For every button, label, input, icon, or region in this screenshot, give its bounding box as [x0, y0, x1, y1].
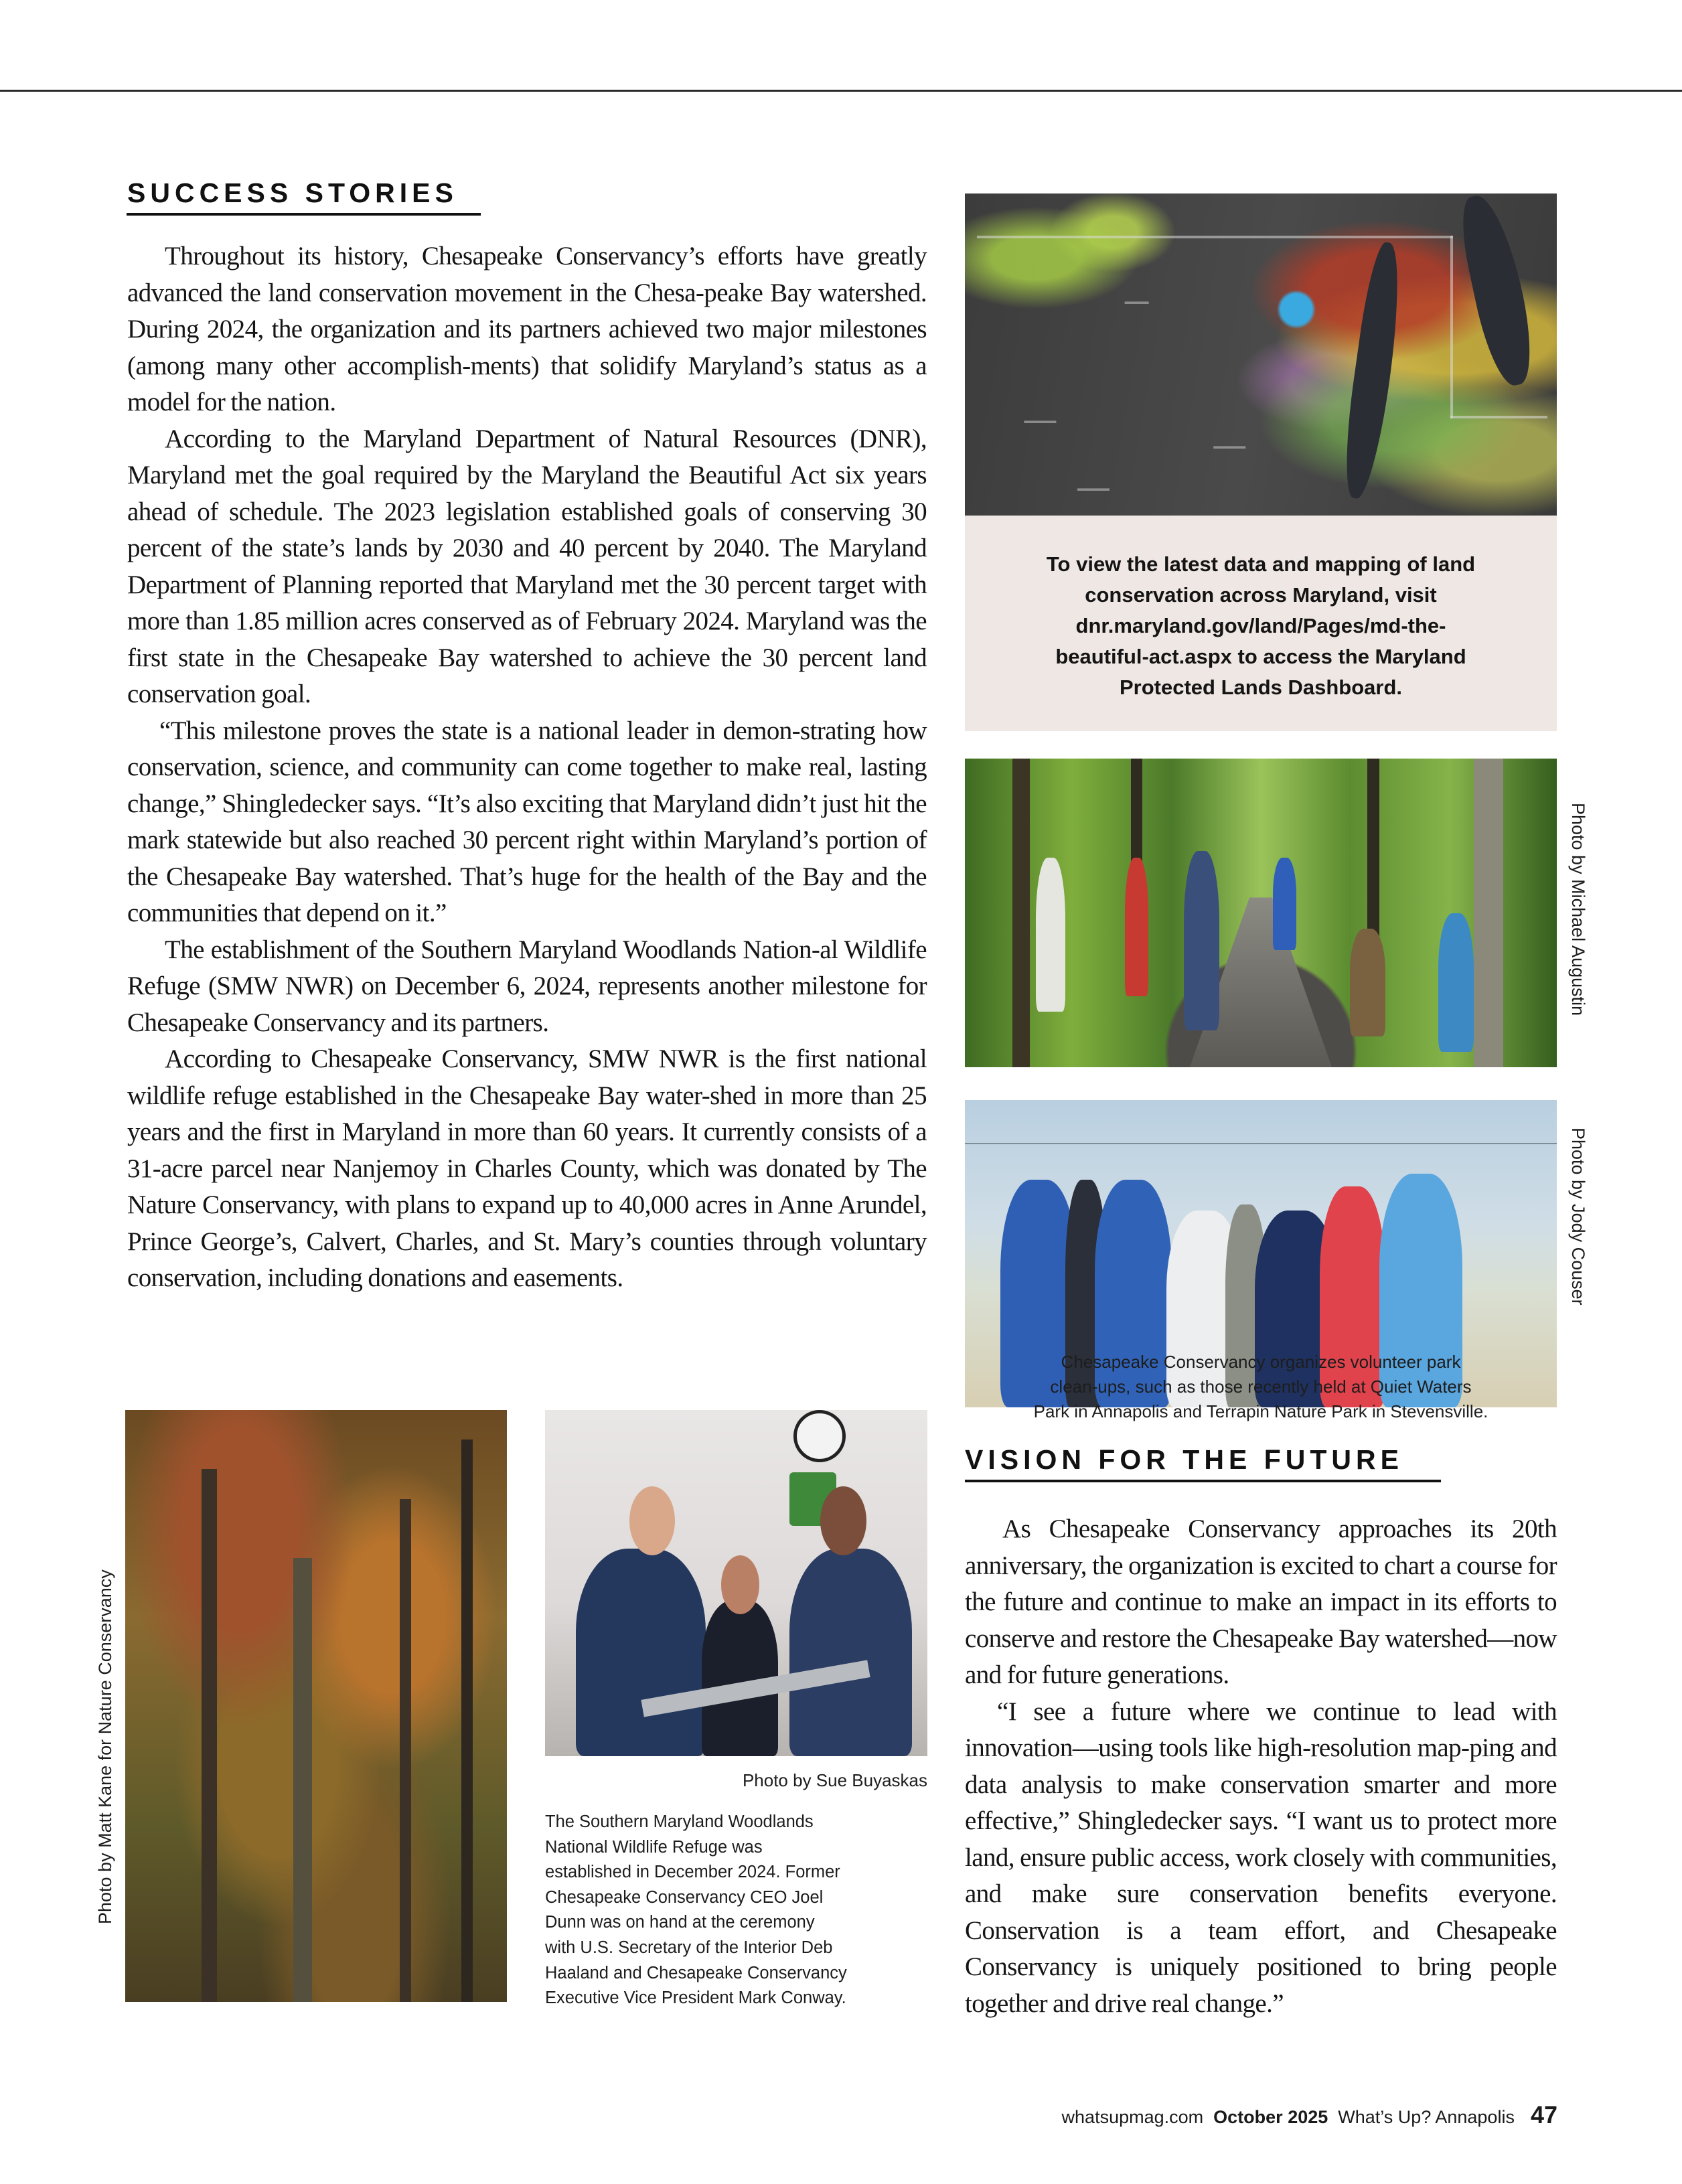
maryland-protected-lands-map [965, 193, 1557, 516]
person-head [721, 1555, 759, 1614]
page-number: 47 [1530, 2101, 1557, 2128]
person-suit [789, 1549, 912, 1756]
caption-line: Haaland and Chesapeake Conservancy [545, 1963, 847, 1982]
vision-heading-rule [965, 1480, 1441, 1482]
tree-trunk [293, 1558, 313, 2002]
horizon-line [965, 1143, 1557, 1144]
tree-trunk [1012, 759, 1030, 1067]
caption-line: The Southern Maryland Woodlands [545, 1812, 814, 1831]
volunteer-photos-caption [965, 1350, 1557, 1424]
paragraph: As Chesapeake Conservancy approaches its 20th anniversary, the organization is excited to chart a course for the future and continue to make an impact in its efforts to conserve and restore the Chesapeake Bay watershed—now and for future generations. [965, 1514, 1557, 1689]
tree-trunk [400, 1499, 411, 2002]
person-head [629, 1486, 676, 1555]
photo-credit: Photo by Jody Couser [1568, 1127, 1588, 1306]
caption-line: Chesapeake Conservancy CEO Joel [545, 1887, 824, 1907]
volunteer-figure [1036, 858, 1065, 1012]
footer-issue-date: October 2025 [1213, 2107, 1328, 2127]
person-head [820, 1486, 866, 1555]
footer-publication: What’s Up? Annapolis [1338, 2107, 1515, 2127]
chesapeake-bay-water [1338, 240, 1409, 500]
vision-body [965, 1511, 1557, 2022]
autumn-forest-photo [125, 1410, 507, 2002]
caption-line: established in December 2024. Former [545, 1863, 840, 1882]
paragraph: “This milestone proves the state is a national leader in demon-strating how conservation, science, and community can come together to make real, lasting change,” Shingledecker says. “It’s also exciting that Maryland didn’t just hit the mark statewide but also reached 30 percent right within Maryland’s portion of the Chesapeake Bay watershed. That’s huge for the health of the Bay and the communities that depend on it.” [127, 716, 927, 927]
map-place-label: ▬▬▬▬ [1077, 483, 1110, 493]
tree-trunk [202, 1469, 217, 2002]
state-border-line [1450, 236, 1453, 418]
paragraph: “I see a future where we continue to lead with innovation—using tools like high-resolution map-ping and data analysis to make conservation smarter and more effective,” Shingledecker says. “I want us to protect more land, ensure public access, work closely with communities, and make sure conservation benefits everyone. Conservation is a team effort, and Chesapeake Conservancy is uniquely positioned to bring people together and drive real change.” [965, 1697, 1557, 2018]
caption-line: clean-ups, such as those recently held at Quiet Waters [1050, 1377, 1472, 1397]
map-caption-text: To view the latest data and mapping of land conservation across Maryland, visit dnr.maryland.gov/land/Pages/md-the-beautiful-act.aspx to access the Maryland Protected Lands Dashboard. [1046, 552, 1476, 699]
volunteer-figure [1125, 858, 1148, 996]
caption-line: Chesapeake Conservancy organizes volunteer park [1061, 1352, 1461, 1372]
photo-credit: Photo by Matt Kane for Nature Conservancy [95, 1569, 115, 1924]
caption-line: Dunn was on hand at the ceremony [545, 1913, 815, 1932]
volunteer-figure [1184, 851, 1219, 1030]
paragraph: According to Chesapeake Conservancy, SMW NWR is the first national wildlife refuge established in the Chesapeake Bay water-shed in more than 25 years and the first in Maryland in more than 60 years. It currently consists of a 31-acre parcel near Nanjemoy in Charles County, which was donated by The Nature Conservancy, with plans to expand up to 40,000 acres in Anne Arundel, Prince George’s, Calvert, Charles, and St. Mary’s counties through voluntary conservation, including donations and easements. [127, 1044, 927, 1292]
caption-line: Park in Annapolis and Terrapin Nature Park in Stevensville. [1033, 1401, 1488, 1421]
tree-trunk [461, 1439, 473, 2002]
success-stories-heading-rule [127, 213, 481, 216]
map-caption-box [965, 516, 1557, 731]
volunteer-figure [1350, 929, 1385, 1036]
photo-credit: Photo by Sue Buyaskas [742, 1770, 927, 1790]
map-place-label: ▬▬▬▬ [1024, 415, 1057, 425]
map-place-label: ▬▬▬▬ [1213, 441, 1246, 451]
header-rule [0, 90, 1682, 92]
wall-clock [793, 1410, 846, 1462]
map-place-label: ▬▬▬ [1124, 296, 1149, 306]
refuge-ceremony-photo [545, 1410, 927, 1756]
success-stories-heading: SUCCESS STORIES [127, 177, 458, 208]
volunteer-figure [1438, 913, 1474, 1052]
paragraph: The establishment of the Southern Maryland Woodlands Nation-al Wildlife Refuge (SMW NWR) on December 6, 2024, represents another milestone for Chesapeake Conservancy and its partners. [127, 935, 927, 1037]
person-suit [576, 1549, 706, 1756]
paragraph: According to the Maryland Department of Natural Resources (DNR), Maryland met the goal required by the Maryland the Beautiful Act six years ahead of schedule. The 2023 legislation established goals of conserving 30 percent of the state’s lands by 2030 and 40 percent by 2040. The Maryland Department of Planning reported that Maryland met the 30 percent target with more than 1.85 million acres conserved as of February 2024. Maryland was the first state in the Chesapeake Bay watershed to achieve the 30 percent land conservation goal. [127, 424, 927, 708]
success-stories-body [127, 238, 927, 1297]
page-footer [1062, 2101, 1557, 2129]
photo-credit: Photo by Michael Augustin [1568, 803, 1588, 1016]
delaware-bay-water [1454, 193, 1541, 390]
caption-line: National Wildlife Refuge was [545, 1837, 763, 1857]
vision-heading: VISION FOR THE FUTURE [965, 1444, 1403, 1475]
tree-trunk [1474, 759, 1503, 1067]
caption-line: with U.S. Secretary of the Interior Deb [545, 1938, 833, 1957]
caption-line: Executive Vice President Mark Conway. [545, 1988, 846, 2008]
ceremony-photo-caption [545, 1810, 927, 2011]
volunteer-trail-cleanup-photo [965, 759, 1557, 1067]
footer-site-link[interactable]: whatsupmag.com [1061, 2107, 1204, 2127]
state-border-line [977, 236, 1453, 238]
volunteer-figure [1273, 858, 1296, 950]
paragraph: Throughout its history, Chesapeake Conservancy’s efforts have greatly advanced the land conservation movement in the Chesa-peake Bay watershed. During 2024, the organization and its partners achieved two major milestones (among many other accomplish-ments) that solidify Maryland’s status as a model for the nation. [127, 242, 927, 416]
state-border-line [1450, 416, 1547, 418]
